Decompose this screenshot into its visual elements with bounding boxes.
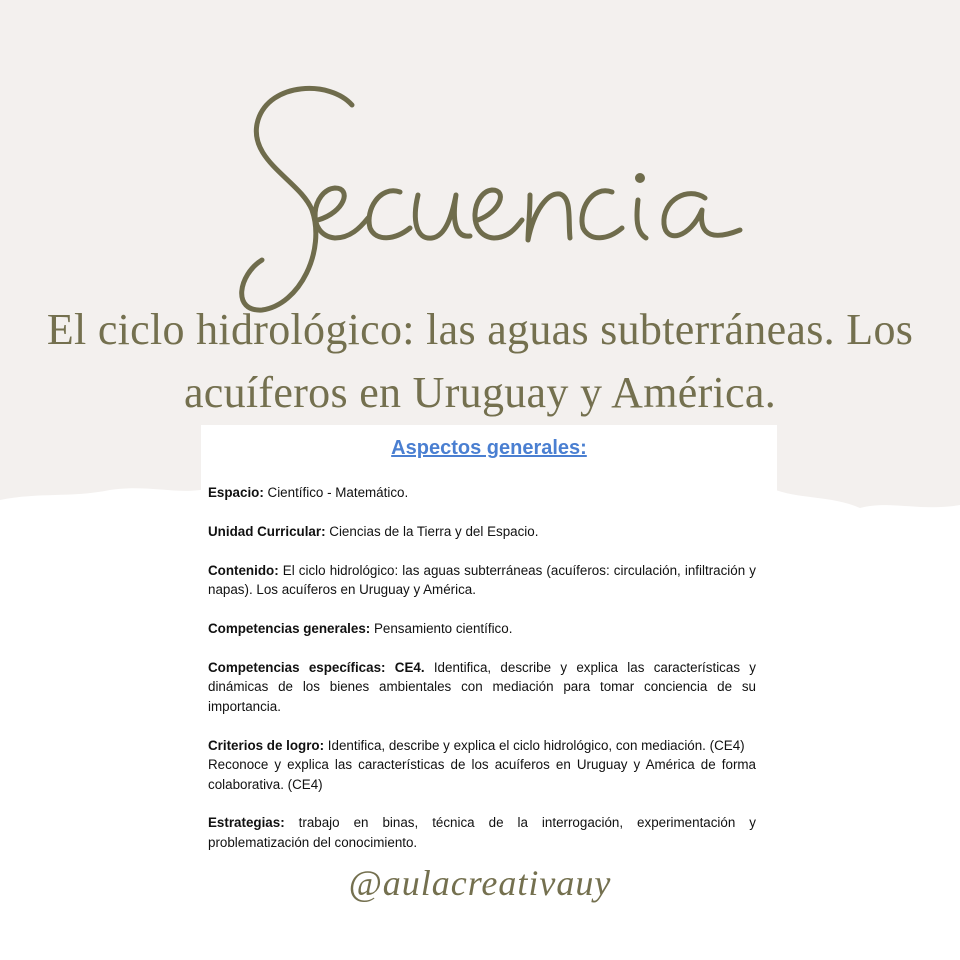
section-competencias-especificas xyxy=(208,658,756,716)
section-text: Identifica, describe y explica las características y dinámicas de los bienes ambientales con mediación para tomar conciencia de su importancia. xyxy=(208,660,756,714)
document-card xyxy=(201,425,777,865)
script-title-secuencia xyxy=(0,60,960,330)
section-competencias-generales xyxy=(208,619,756,638)
section-label: Competencias generales: xyxy=(208,621,371,637)
section-text-continued: Reconoce y explica las características de los acuíferos en Uruguay y América de forma colaborativa. (CE4) xyxy=(208,757,756,792)
section-label: Estrategias: xyxy=(208,815,285,831)
section-espacio xyxy=(208,483,756,502)
section-label: Competencias específicas: CE4. xyxy=(208,660,425,676)
social-handle: @aulacreativauy xyxy=(348,863,612,903)
section-text: Identifica, describe y explica el ciclo hidrológico, con mediación. (CE4) xyxy=(324,737,745,753)
section-estrategias xyxy=(208,813,756,852)
section-text: Científico - Matemático. xyxy=(263,485,409,500)
subtitle-line-1: El ciclo hidrológico: las aguas subterráneas. Los xyxy=(46,305,914,354)
section-text: El ciclo hidrológico: las aguas subterráneas (acuíferos: circulación, infiltración y napas). Los acuíferos en Uruguay y América. xyxy=(208,562,756,598)
section-label: Criterios de logro: xyxy=(208,737,325,753)
subtitle-line-2: acuíferos en Uruguay y América. xyxy=(183,368,777,417)
section-criterios-de-logro xyxy=(208,736,756,794)
sequence-subtitle xyxy=(20,298,940,424)
section-text: Ciencias de la Tierra y del Espacio. xyxy=(325,523,539,539)
section-text: trabajo en binas, técnica de la interrogación, experimentación y problematización del conocimiento. xyxy=(208,815,756,850)
section-unidad-curricular xyxy=(208,522,756,541)
section-text: Pensamiento científico. xyxy=(370,621,513,637)
section-contenido xyxy=(208,561,756,600)
document-heading: Aspectos generales: xyxy=(391,437,587,459)
section-label: Contenido: xyxy=(208,562,279,578)
section-label: Unidad Curricular: xyxy=(208,523,326,539)
section-label: Espacio: xyxy=(208,485,264,500)
document-body xyxy=(208,483,756,865)
